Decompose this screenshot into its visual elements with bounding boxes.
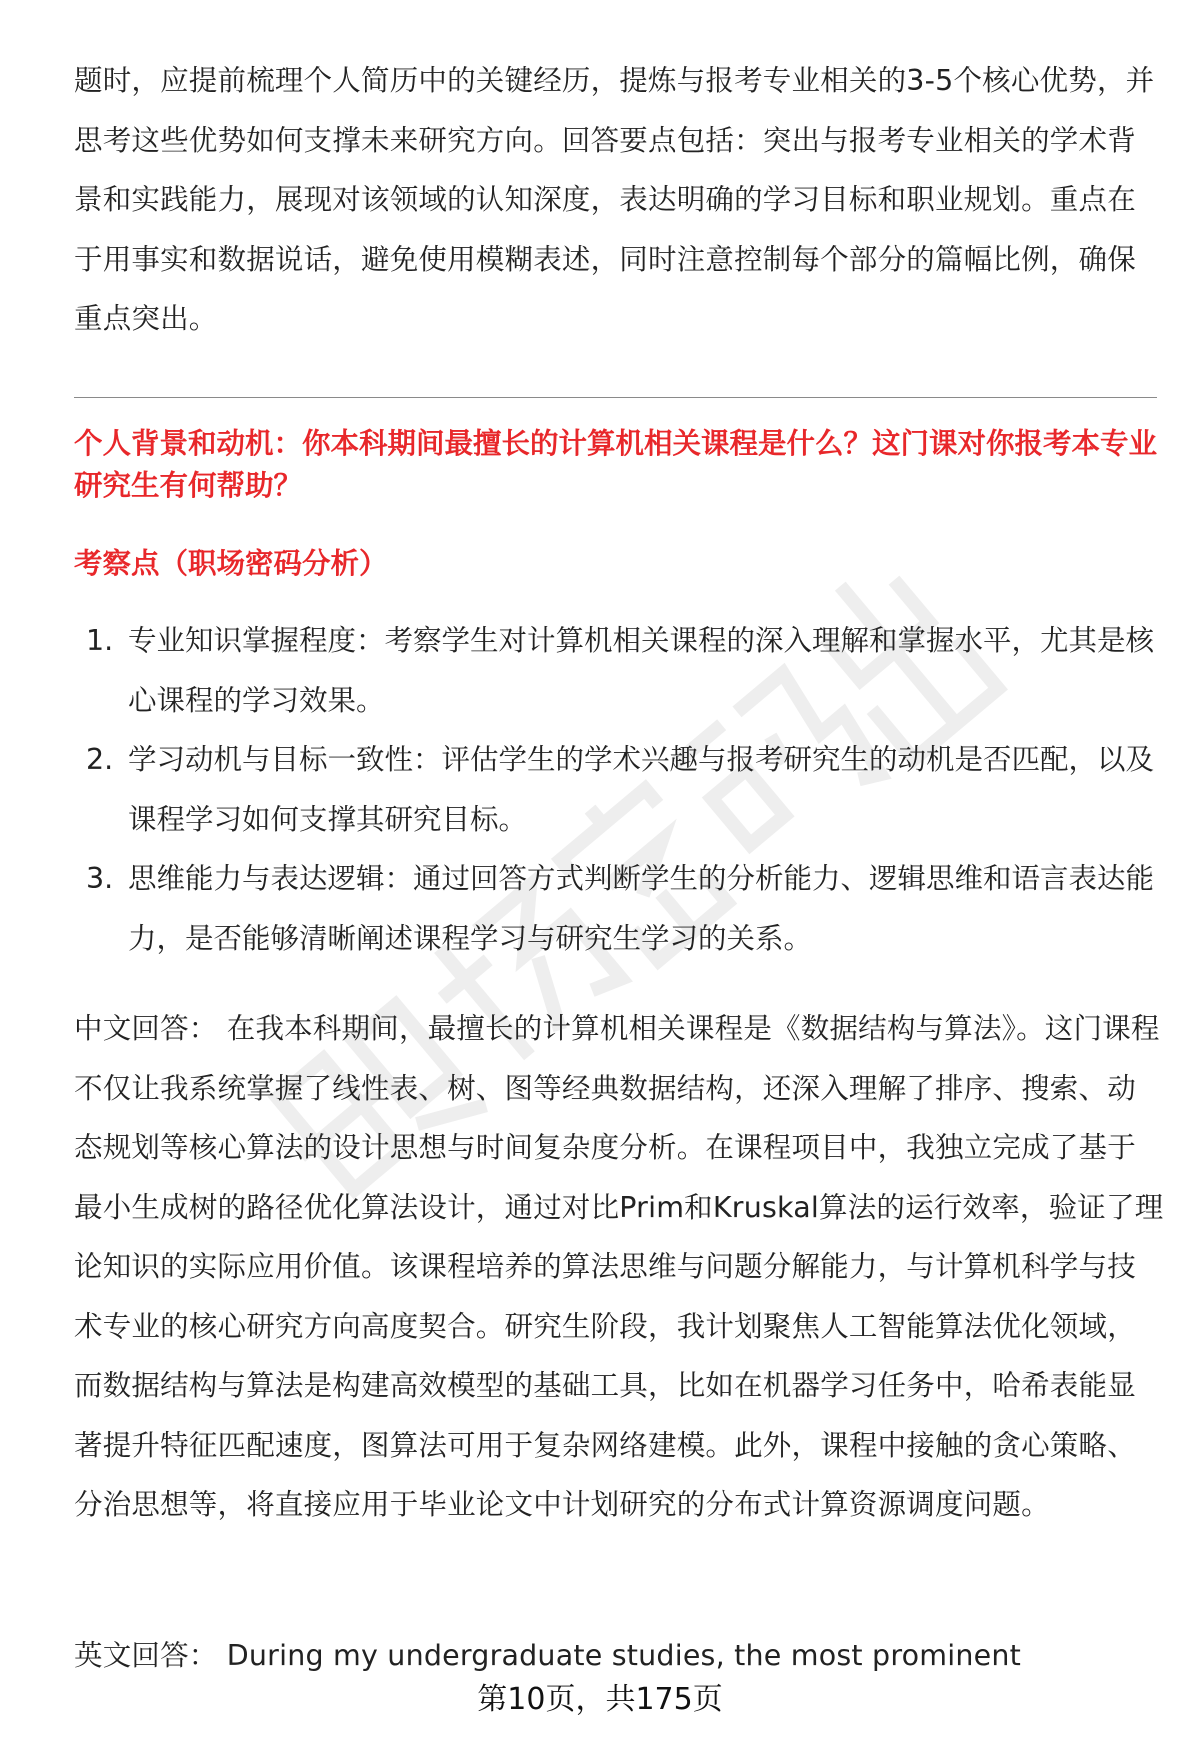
chinese-answer: 中文回答： 在我本科期间，最擅长的计算机相关课程是《数据结构与算法》。这门课程不仅让我系统掌握了线性表、树、图等经典数据结构，还深入理解了排序、搜索、动态规划等核心算法的设计思想与时间复杂度分析。在课程项目中，我独立完成了基于最小生成树的路径优化算法设计，通过对比Prim和Kruskal算法的运行效率，验证了理论知识的实际应用价值。该课程培养的算法思维与问题分解能力，与计算机科学与技术专业的核心研究方向高度契合。研究生阶段，我计划聚焦人工智能算法优化领域，而数据结构与算法是构建高效模型的基础工具，比如在机器学习任务中，哈希表能显著提升特征匹配速度，图算法可用于复杂网络建模。此外，课程中接触的贪心策略、分治思想等，将直接应用于毕业论文中计划研究的分布式计算资源调度问题。 [74,1012,1164,1521]
point-text: 思维能力与表达逻辑：通过回答方式判断学生的分析能力、逻辑思维和语言表达能力，是否能够清晰阐述课程学习与研究生学习的关系。 [128,862,1155,955]
interview-question: 个人背景和动机：你本科期间最擅长的计算机相关课程是什么？这门课对你报考本专业研究生有何帮助？ [74,427,1158,502]
point-text: 学习动机与目标一致性：评估学生的学术兴趣与报考研究生的动机是否匹配，以及课程学习如何支撑其研究目标。 [128,743,1155,836]
assessment-point [74,730,1164,849]
point-text: 专业知识掌握程度：考察学生对计算机相关课程的深入理解和掌握水平，尤其是核心课程的学习效果。 [128,624,1155,717]
assessment-point [74,611,1164,730]
intro-paragraph: 题时，应提前梳理个人简历中的关键经历，提炼与报考专业相关的3-5个核心优势，并思考这些优势如何支撑未来研究方向。回答要点包括：突出与报考专业相关的学术背景和实践能力，展现对该领域的认知深度，表达明确的学习目标和职业规划。重点在于用事实和数据说话，避免使用模糊表述，同时注意控制每个部分的篇幅比例，确保重点突出。 [74,64,1155,335]
page-footer: 第10页，共175页 [477,1682,723,1717]
assessment-points-list [74,611,1164,968]
section-heading: 考察点（职场密码分析） [74,547,388,580]
point-number: 1. [86,624,114,657]
point-number: 2. [86,743,114,776]
point-number: 3. [86,862,114,895]
section-divider [74,397,1157,398]
assessment-point [74,849,1164,968]
english-answer: 英文回答： During my undergraduate studies, the most prominent [74,1639,1021,1672]
